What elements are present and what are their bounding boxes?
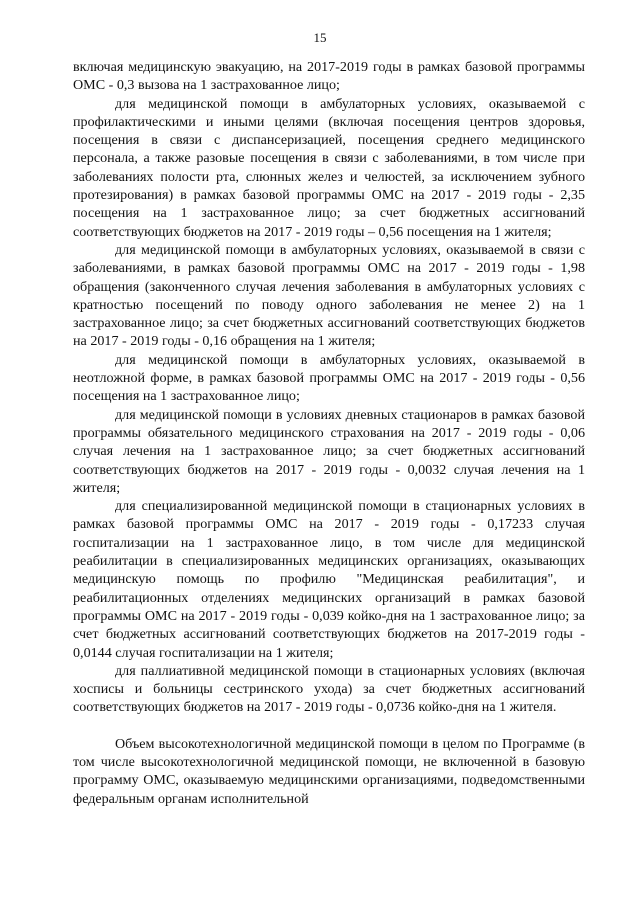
paragraph-outpatient-preventive: для медицинской помощи в амбулаторных условиях, оказываемой с профилактическими и иными целями (включая посещения центров здоровья, посещения в связи с диспансеризацией, посещения среднего медицинского персонала, а также разовые посещения в связи с заболеваниями, в том числе при заболеваниях полости рта, слюнных желез и челюстей, за исключением зубного протезирования) в рамках базовой программы ОМС на 2017 - 2019 годы - 2,35 посещения на 1 застрахованное лицо; за счет бюджетных ассигнований соответствующих бюджетов на 2017 - 2019 годы – 0,56 посещения на 1 жителя; <box>73 95 585 240</box>
paragraph-continuation: включая медицинскую эвакуацию, на 2017-2019 годы в рамках базовой программы ОМС - 0,3 вызова на 1 застрахованное лицо; <box>73 59 585 94</box>
paragraph-outpatient-urgent: для медицинской помощи в амбулаторных условиях, оказываемой в неотложной форме, в рамках базовой программы ОМС на 2017 - 2019 годы - 0,56 посещения на 1 застрахованное лицо; <box>73 351 585 405</box>
document-body <box>73 58 585 808</box>
paragraph-high-tech: Объем высокотехнологичной медицинской помощи в целом по Программе (в том числе высокотехнологичной медицинской помощи, не включенной в базовую программу ОМС, оказываемую медицинскими организациями, подведомственными федеральным органам исполнительной <box>73 735 585 807</box>
page-number: 15 <box>313 30 327 45</box>
paragraph-inpatient-specialized: для специализированной медицинской помощи в стационарных условиях в рамках базовой программы ОМС на 2017 - 2019 годы - 0,17233 случая госпитализации на 1 застрахованное лицо, в том числе для медицинской реабилитации в специализированных медицинских организациях, оказывающих медицинскую помощь по профилю "Медицинская реабилитация", и реабилитационных отделениях медицинских организаций в рамках базовой программы ОМС на 2017 - 2019 годы - 0,039 койко-дня на 1 застрахованное лицо; за счет бюджетных ассигнований соответствующих бюджетов на 2017-2019 годы - 0,0144 случая госпитализации на 1 жителя; <box>73 498 585 661</box>
paragraph-day-hospital: для медицинской помощи в условиях дневных стационаров в рамках базовой программы обязательного медицинского страхования на 2017 - 2019 годы - 0,06 случая лечения на 1 застрахованное лицо; за счет бюджетных ассигнований соответствующих бюджетов на 2017 - 2019 годы - 0,0032 случая лечения на 1 жителя; <box>73 406 585 496</box>
paragraph-outpatient-disease: для медицинской помощи в амбулаторных условиях, оказываемой в связи с заболеваниями, в рамках базовой программы ОМС на 2017 - 2019 годы - 1,98 обращения (законченного случая лечения заболевания в амбулаторных условиях с кратностью посещений по поводу одного заболевания не менее 2) на 1 застрахованное лицо; за счет бюджетных ассигнований соответствующих бюджетов на 2017 - 2019 годы - 0,16 обращения на 1 жителя; <box>73 241 585 350</box>
paragraph-palliative: для паллиативной медицинской помощи в стационарных условиях (включая хосписы и больницы сестринского ухода) за счет бюджетных ассигнований соответствующих бюджетов на 2017 - 2019 годы - 0,0736 койко-дня на 1 жителя. <box>73 662 585 716</box>
